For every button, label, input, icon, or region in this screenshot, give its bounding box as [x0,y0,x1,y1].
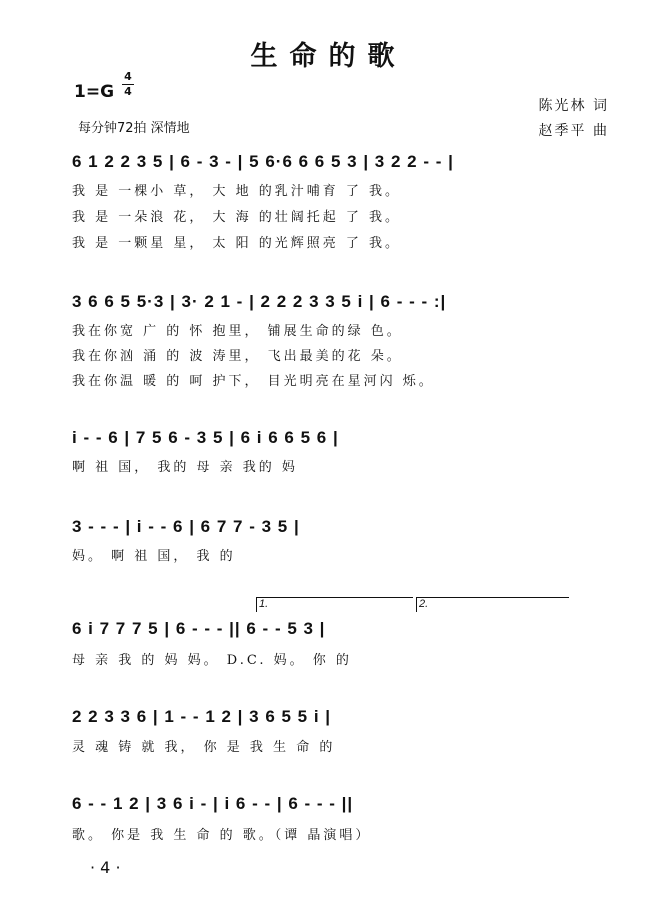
lyric-line: 我 是 一棵小 草， 大 地 的乳汁哺育 了 我。 [72,184,402,199]
page-number: · 4 · [90,858,121,877]
key-signature: 1=G [74,82,115,102]
time-bottom: 4 [124,85,132,98]
lyric-line: 妈。 啊 祖 国， 我 的 [72,549,236,564]
lyric-line: 啊 祖 国， 我的 母 亲 我的 妈 [72,460,298,475]
lyric-line: 我在你宽 广 的 怀 抱里， 铺展生命的绿 色。 [72,324,403,339]
notes-row-2: 3 6 6 5 5·3 | 3· 2 1 - | 2 2 2 3 3 5 i | 6 - - - :| [72,292,447,311]
lyric-line: 我 是 一朵浪 花， 大 海 的壮阔托起 了 我。 [72,210,402,225]
notes-row-4: 3 - - - | i - - 6 | 6 7 7 - 3 5 | [72,517,300,536]
second-ending-bracket: 2. [416,597,569,612]
notes-row-5: 6 i 7 7 7 5 | 6 - - - || 6 - - 5 3 | [72,619,326,638]
notes-row-6: 2 2 3 3 6 | 1 - - 1 2 | 3 6 5 5 i | [72,707,332,726]
lyric-line: 灵 魂 铸 就 我， 你 是 我 生 命 的 [72,740,336,755]
notes-row-3: i - - 6 | 7 5 6 - 3 5 | 6 i 6 6 5 6 | [72,428,339,447]
composer: 赵季平 曲 [538,123,609,139]
lyricist: 陈光林 词 [538,98,609,114]
time-top: 4 [124,70,132,83]
lyric-line: 我在你汹 涌 的 波 涛里， 飞出最美的花 朵。 [72,349,403,364]
lyric-line: 母 亲 我 的 妈 妈。 D.C. 妈。 你 的 [72,653,352,668]
notes-row-1: 6 1 2 2 3 5 | 6 - 3 - | 5 6·6 6 6 5 3 | 3 2 2 - - | [72,152,454,171]
song-title: 生命的歌 [250,41,407,72]
first-ending-bracket: 1. [256,597,413,612]
lyric-line: 我在你温 暖 的 呵 护下， 目光明亮在星河闪 烁。 [72,374,435,389]
lyric-line: 歌。 你是 我 生 命 的 歌。（谭 晶演唱） [72,828,372,843]
time-signature [121,70,135,99]
tempo-marking: 每分钟72拍 深情地 [78,121,190,136]
lyric-line: 我 是 一颗星 星， 太 阳 的光辉照亮 了 我。 [72,236,402,251]
notes-row-7: 6 - - 1 2 | 3 6 i - | i 6 - - | 6 - - - || [72,794,354,813]
